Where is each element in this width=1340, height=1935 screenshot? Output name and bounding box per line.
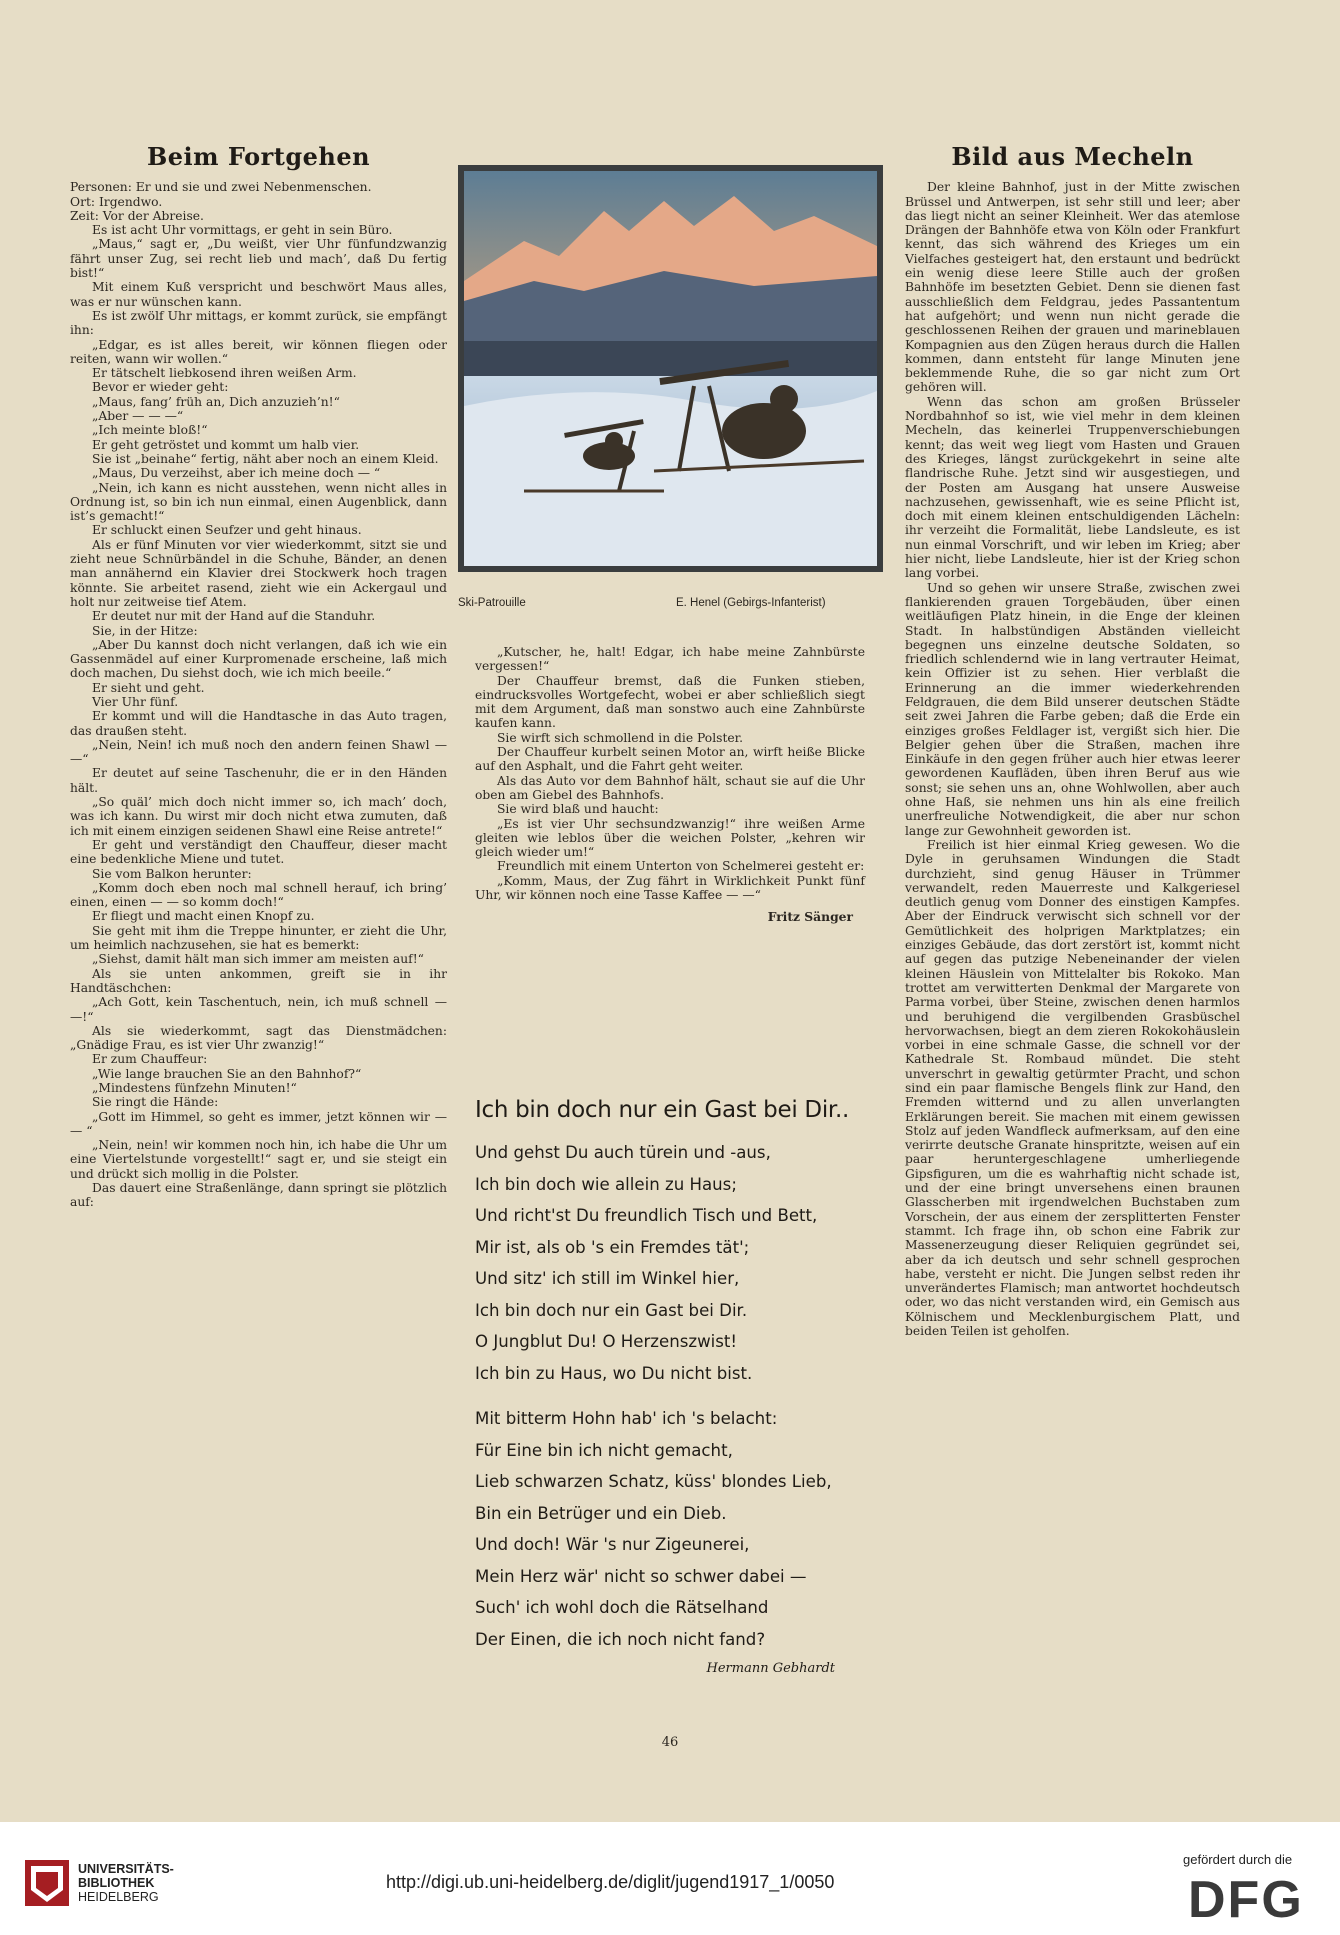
left-paragraph: „Maus, Du verzeihst, aber ich meine doch — “ [92, 466, 381, 481]
left-paragraph: Er fliegt und macht einen Knopf zu. [92, 909, 315, 924]
poem-line: Für Eine bin ich nicht gemacht, [475, 1440, 733, 1460]
left-paragraph: Bevor er wieder geht: [92, 380, 229, 395]
page-number: 46 [661, 1735, 679, 1750]
left-paragraph: „Siehst, damit hält man sich immer am meisten auf!“ [92, 952, 424, 967]
poem-line: Und sitz' ich still im Winkel hier, [475, 1269, 740, 1288]
poem-line: Ich bin zu Haus, wo Du nicht bist. [475, 1363, 753, 1383]
library-name-line: HEIDELBERG [78, 1890, 159, 1904]
left-paragraph: „Mindestens fünfzehn Minuten!“ [92, 1081, 297, 1095]
painting-caption-title: Ski-Patrouille [458, 597, 526, 609]
left-paragraph: Er geht getröstet und kommt um halb vier. [92, 437, 360, 452]
left-paragraph: „Maus,“ sagt er, „Du weißt, vier Uhr fünfundzwanzig fährt unser Zug, sei recht lieb und mach’, daß Du fertig bist!“ [70, 237, 447, 281]
middle-paragraph: „Es ist vier Uhr sechsundzwanzig!“ ihre weißen Arme gleiten wie leblos über die weichen Polster, „kehren wir gleich wieder um!“ [475, 816, 865, 860]
left-paragraph: Er zum Chauffeur: [92, 1052, 208, 1067]
left-paragraph: „Ach Gott, kein Taschentuch, nein, ich muß schnell — —!“ [70, 995, 447, 1024]
poem-line: Mit bitterm Hohn hab' ich 's belacht: [475, 1409, 778, 1428]
left-paragraph: Als er fünf Minuten vor vier wiederkommt, sitzt sie und zieht neue Schnürbändel in die Schuhe, Bänder, an denen man annähernd ein Klavier drei Stockwerk hoch tragen könnte. Sie arbeitet rasend, zieht wie ein Ackergaul und holt nur zeitweise tief Atem. [70, 537, 447, 609]
left-paragraph: „So quäl’ mich doch nicht immer so, ich mach’ doch, was ich kann. Du wirst mir doch nicht etwa zumuten, daß ich mit einem einzigen seidenen Shawl eine Reise antrete!“ [70, 795, 447, 838]
poem-title: Ich bin doch nur ein Gast bei Dir.. [475, 1097, 849, 1123]
left-article [70, 142, 447, 1210]
funded-by-label: gefördert durch die [1183, 1852, 1293, 1867]
poem-line: Mein Herz wär' nicht so schwer dabei — [475, 1566, 807, 1586]
library-name-line: BIBLIOTHEK [78, 1876, 155, 1890]
left-paragraph: „Aber Du kannst doch nicht verlangen, daß ich wie ein Gassenmädel auf einer Kurpromenade erscheine, laß mich doch machen, Du siehst doch, wie ich mich beeile.“ [70, 637, 447, 681]
poem-line: Und gehst Du auch türein und -aus, [475, 1143, 771, 1162]
left-paragraph: „Ich meinte bloß!“ [92, 423, 208, 438]
left-paragraph: Vier Uhr fünf. [92, 694, 179, 709]
left-paragraph: Sie vom Balkon herunter: [92, 866, 252, 881]
poem-line: Bin ein Betrüger und ein Dieb. [475, 1503, 727, 1523]
library-name-line: UNIVERSITÄTS- [78, 1862, 174, 1876]
poem-line: Lieb schwarzen Schatz, küss' blondes Lieb, [475, 1472, 832, 1491]
left-paragraph: Zeit: Vor der Abreise. [70, 208, 204, 223]
left-paragraph: Er tätschelt liebkosend ihren weißen Arm. [92, 366, 357, 381]
left-paragraph: Sie, in der Hitze: [92, 623, 198, 638]
left-paragraph: Sie ringt die Hände: [92, 1095, 219, 1110]
left-paragraph: Es ist acht Uhr vormittags, er geht in sein Büro. [92, 223, 393, 238]
poem-line: Und doch! Wär 's nur Zigeunerei, [475, 1535, 750, 1554]
left-paragraph: Er deutet auf seine Taschenuhr, die er in den Händen hält. [70, 766, 447, 795]
middle-paragraph: Der Chauffeur kurbelt seinen Motor an, wirft heiße Blicke auf den Asphalt, und die Fahrt geht weiter. [475, 745, 865, 774]
middle-paragraph: Sie wirft sich schmollend in die Polster. [497, 730, 744, 745]
left-paragraph: Das dauert eine Straßenlänge, dann springt sie plötzlich auf: [70, 1181, 447, 1210]
left-paragraph: „Gott im Himmel, so geht es immer, jetzt können wir — — “ [70, 1109, 447, 1138]
right-paragraph: Und so gehen wir unsere Straße, zwischen zwei flankierenden grauen Torgebäuden, über einen weitläufigen Platz hinein, in die Enge der kleinen Stadt. In halbstündigen Abständen vielleicht begegnen uns einzelne deutsche Soldaten, so friedlich schlendernd wie in lang vertrauter Heimat, kein Offizier ist zu sehen. Hier verblaßt die Erinnerung an die immer wiederkehrenden Feldgrauen, die dem Bild unserer deutschen Städte seit zwei Jahren die Farbe geben; daß die Erde ein einziges großes Feldlager ist, vergißt sich hier. Die Belgier gehen über die Straßen, machen ihre Einkäufe in den gegen früher auch hier etwas leerer gewordenen Kaufläden, üben ihren Beruf aus wie sonst; sie sehen uns an, ohne Wohlwollen, aber auch ohne Haß, sie nehmen uns hin als eine freilich unerfreuliche Notwendigkeit, die aber nur schon lange zur Gewohnheit geworden ist. [905, 580, 1240, 838]
left-paragraph: Mit einem Kuß verspricht und beschwört Maus alles, was er nur wünschen kann. [70, 280, 447, 309]
poem-line: Mir ist, als ob 's ein Fremdes tät'; [475, 1237, 750, 1257]
left-paragraph: „Aber — — —“ [92, 409, 184, 424]
middle-paragraph: Sie wird blaß und haucht: [497, 802, 659, 817]
poem [475, 1097, 875, 1676]
left-paragraph: „Nein, Nein! ich muß noch den andern feinen Shawl — —“ [70, 737, 447, 767]
poem-line: O Jungblut Du! O Herzenszwist! [475, 1332, 738, 1351]
left-paragraph: „Edgar, es ist alles bereit, wir können fliegen oder reiten, wann wir wollen.“ [70, 337, 447, 366]
source-url-link[interactable]: http://digi.ub.uni-heidelberg.de/diglit/jugend1917_1/0050 [386, 1872, 835, 1892]
poem-line: Ich bin doch nur ein Gast bei Dir. [475, 1300, 748, 1320]
poem-line: Ich bin doch wie allein zu Haus; [475, 1174, 737, 1194]
dfg-logo: DFG [1188, 1871, 1304, 1929]
poem-author: Hermann Gebhardt [706, 1661, 835, 1676]
digitization-footer [0, 1822, 1340, 1935]
left-paragraph: Er schluckt einen Seufzer und geht hinaus. [92, 523, 362, 538]
middle-article [475, 645, 865, 925]
left-paragraph: „Maus, fang’ früh an, Dich anzuzieh’n!“ [92, 394, 340, 409]
left-paragraph: Ort: Irgendwo. [70, 194, 163, 209]
left-paragraph: Als sie unten ankommen, greift sie in ihr Handtäschchen: [70, 966, 447, 995]
left-paragraph: Er deutet nur mit der Hand auf die Standuhr. [92, 609, 376, 624]
left-paragraph: Sie geht mit ihm die Treppe hinunter, er zieht die Uhr, um heimlich nachzusehen, sie hat es bemerkt: [70, 923, 447, 953]
painting-caption-artist: E. Henel (Gebirgs-Infanterist) [676, 597, 826, 609]
left-article-title: Beim Fortgehen [146, 142, 371, 171]
right-paragraph: Freilich ist hier einmal Krieg gewesen. Wo die Dyle in geruhsamen Windungen die Stadt durchzieht, sind genug Häuser in Trümmer verwandelt, reden Mauerreste und Kalkgeriesel deutlich genug vom Donner des einstigen Kampfes. Aber der Eindruck verwischt sich schnell vor der Gemütlichkeit des holprigen Marktplatzes; ein einziges Gebäude, das dort zerstört ist, kommt nicht auf gegen das putzige Nebeneinander der vielen kleinen Häuslein von Mittelalter bis Rokoko. Man trottet am verwitterten Denkmal der Margarete von Parma vorbei, über Steine, zwischen denen harmlos und beruhigend die vergilbenden Grasbüschel hervorwachsen, biegt an dem zieren Rokokohäuslein vorbei in eine schmale Gasse, die schnell vor der Kathedrale St. Rombaud mündet. Die steht unverschrt in gewaltig getürmter Pracht, und schon sind ein paar flamische Bengels flink zur Hand, den Fremden witternd und zu allen unverlangten Erklärungen bereit. Sie machen mit einem gewissen Stolz auf jeden Wandfleck aufmerksam, auf den eine verirrte deutsche Granate hinspritzte, weisen auf ein paar heruntergeschlagene umherliegende Gipsfiguren, um die es wahrhaftig nicht schade ist, und der eine bringt unversehens einen braunen Glasscherben mit irgendwelchen Buchstaben zum Vorschein, der aus einem der zersplitterten Fenster stammt. Ich frage ihn, ob schon eine Fabrik zur Massenerzeugung dieser Reliquien gegründet sei, aber da ich deutsch und sehr schnell gesprochen habe, versteht er nicht. Die Jungen selbst reden ihr unverändertes Flamisch; man antwortet hochdeutsch oder, wo das nicht verstanden wird, ein Gemisch aus Kölnischem und Mecklenburgischem Platt, und beiden Teilen ist geholfen. [905, 837, 1240, 1339]
right-paragraph: Wenn das schon am großen Brüsseler Nordbahnhof so ist, wie viel mehr in dem kleinen Mecheln, das keinerlei Truppenverschiebungen kennt; das weit weg liegt vom Hasten und Grauen des Krieges, längst zurückgekehrt in seine alte flandrische Ruhe. Jetzt sind wir ausgestiegen, und der Posten am Ausgang hat unsere Ausweise nachzusehen, gewissenhaft, wie es seine Pflicht ist, doch mit einem kleinen entschuldigenden Lächeln: ihr verzeiht die Formalität, liebe Landsleute, es ist nun einmal Vorschrift, und wir leben im Krieg; aber hier nicht, liebe Landsleute, hier ist der Krieg schon lang vorbei. [905, 394, 1240, 581]
left-paragraph: Er sieht und geht. [92, 680, 205, 695]
middle-paragraph: Freundlich mit einem Unterton von Schelmerei gesteht er: [497, 859, 865, 874]
middle-paragraph: „Komm, Maus, der Zug fährt in Wirklichkeit Punkt fünf Uhr, wir können noch eine Tasse Kaffee — —“ [475, 873, 865, 903]
right-paragraph: Der kleine Bahnhof, just in der Mitte zwischen Brüssel und Antwerpen, ist sehr still und leer; aber das liegt nicht an seiner Kleinheit. Wer das atemlose Drängen der Bahnhöfe etwa von Köln oder Frankfurt kennt, das sich während des Krieges um ein Vielfaches gesteigert hat, den erstaunt und bedrückt ein wenig diese leere Stille auch der großen Bahnhöfe im besetzten Gebiet. Denn sie dienen fast ausschließlich dem Feldgrau, jedes Passantentum hat aufgehört; und wenn nun nicht gerade die geschlossenen Reihen der grauen und marineblauen Kompagnien aus den Zügen heraus durch die Hallen kommen, dann entsteht für lange Minuten jene beklemmende Ruhe, die so gar nicht zum Ort gehören will. [905, 180, 1240, 395]
left-paragraph: Er geht und verständigt den Chauffeur, dieser macht eine bedenkliche Miene und tutet. [70, 837, 447, 867]
middle-paragraph: Der Chauffeur bremst, daß die Funken stieben, eindrucksvolles Wortgefecht, wobei er aber schließlich siegt mit dem Argument, daß man sonstwo auch eine Zahnbürste kaufen kann. [475, 673, 865, 731]
left-paragraph: „Wie lange brauchen Sie an den Bahnhof?“ [92, 1066, 362, 1081]
ski-patrol-painting [458, 165, 883, 572]
right-article-title: Bild aus Mecheln [951, 142, 1194, 171]
right-article [905, 142, 1240, 1339]
university-seal-icon [25, 1860, 69, 1906]
library-name [78, 1862, 174, 1904]
middle-article-author: Fritz Sänger [767, 909, 853, 925]
poem-line: Such' ich wohl doch die Rätselhand [475, 1598, 769, 1617]
left-paragraph: „Komm doch eben noch mal schnell herauf, ich bring’ einen, einen — — so komm doch!“ [70, 880, 447, 910]
painting-illustration [464, 171, 877, 566]
left-paragraph: Sie ist „beinahe“ fertig, näht aber noch an einem Kleid. [92, 451, 439, 466]
left-paragraph: Es ist zwölf Uhr mittags, er kommt zurück, sie empfängt ihn: [70, 308, 447, 338]
poem-line: Der Einen, die ich noch nicht fand? [475, 1629, 766, 1649]
left-paragraph: „Nein, nein! wir kommen noch hin, ich habe die Uhr um eine Viertelstunde vorgestellt!“ sagt er, und sie steigt ein und drückt sich mollig in die Polster. [70, 1138, 447, 1181]
left-paragraph: Als sie wiederkommt, sagt das Dienstmädchen: „Gnädige Frau, es ist vier Uhr zwanzig!“ [70, 1023, 447, 1053]
left-paragraph: Er kommt und will die Handtasche in das Auto tragen, das draußen steht. [70, 709, 447, 738]
left-paragraph: Personen: Er und sie und zwei Nebenmenschen. [70, 180, 372, 195]
poem-line: Und richt'st Du freundlich Tisch und Bett, [475, 1206, 818, 1225]
left-paragraph: „Nein, ich kann es nicht ausstehen, wenn nicht alles in Ordnung ist, so bin ich nun einmal, einen Augenblick, dann ist’s gemacht!“ [70, 480, 447, 524]
middle-paragraph: „Kutscher, he, halt! Edgar, ich habe meine Zahnbürste vergessen!“ [475, 645, 865, 674]
middle-paragraph: Als das Auto vor dem Bahnhof hält, schaut sie auf die Uhr oben am Giebel des Bahnhofs. [475, 773, 865, 802]
